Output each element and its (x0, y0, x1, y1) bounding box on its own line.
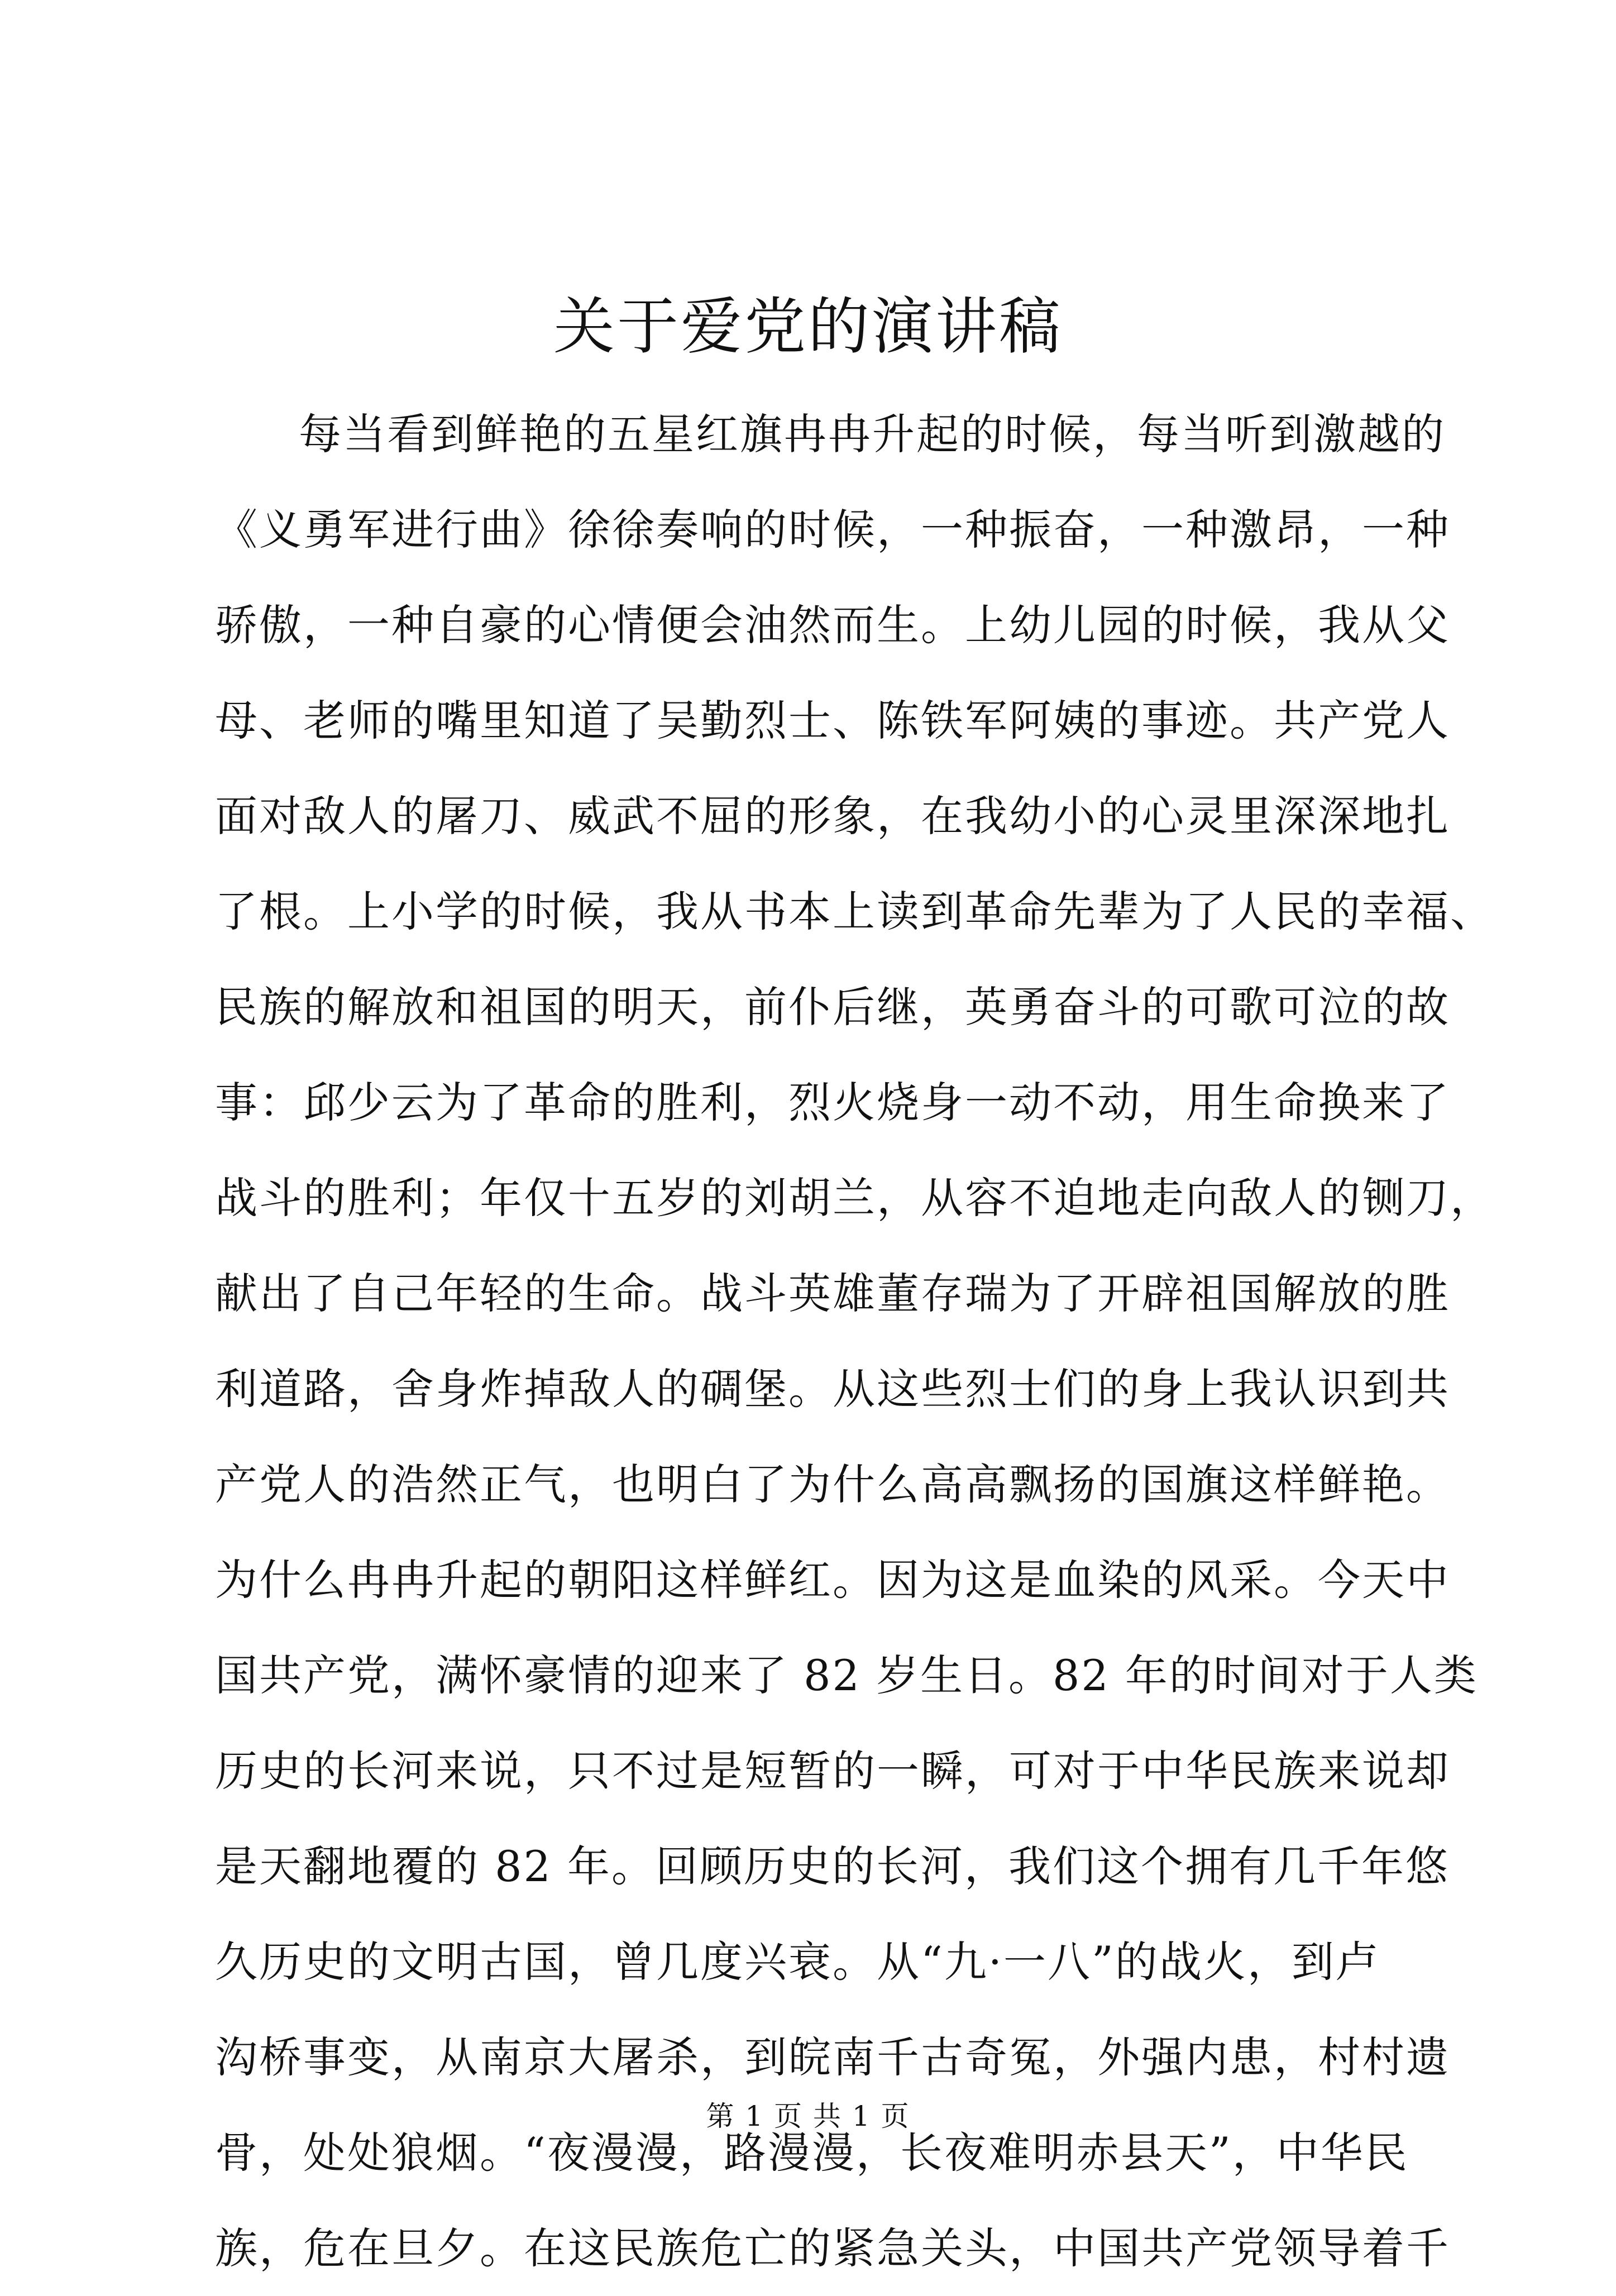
paragraph-line: 每当看到鲜艳的五星红旗冉冉升起的时候，每当听到激越的 (299, 409, 1446, 459)
paragraph-line: 骄傲，一种自豪的心情便会油然而生。上幼儿园的时候，我从父 (215, 600, 1450, 650)
paragraph-line: 为什么冉冉升起的朝阳这样鲜红。因为这是血染的风采。今天中 (215, 1555, 1450, 1605)
paragraph-line: 事：邱少云为了革命的胜利，烈火烧身一动不动，用生命换来了 (215, 1078, 1450, 1127)
paragraph-line: 久历史的文明古国，曾几度兴衰。从“九·一八”的战火，到卢 (215, 1937, 1380, 1987)
paragraph-line: 民族的解放和祖国的明天，前仆后继，英勇奋斗的可歌可泣的故 (215, 982, 1450, 1032)
paragraph-line: 是天翻地覆的 82 年。回顾历史的长河，我们这个拥有几千年悠 (215, 1841, 1450, 1891)
document-body (215, 386, 1494, 2296)
paragraph-line: 骨，处处狼烟。“夜漫漫，路漫漫，长夜难明赤县天”，中华民 (215, 2128, 1409, 2178)
paragraph-line: 沟桥事变，从南京大屠杀，到皖南千古奇冤，外强内患，村村遗 (215, 2032, 1450, 2082)
paragraph-line: 《义勇军进行曲》徐徐奏响的时候，一种振奋，一种激昂，一种 (215, 505, 1450, 554)
paragraph-line: 历史的长河来说，只不过是短暂的一瞬，可对于中华民族来说却 (215, 1746, 1450, 1796)
paragraph-line: 母、老师的嘴里知道了吴勤烈士、陈铁军阿姨的事迹。共产党人 (215, 696, 1450, 745)
paragraph-line: 国共产党，满怀豪情的迎来了 82 岁生日。82 年的时间对于人类 (215, 1651, 1478, 1700)
paragraph-line: 献出了自己年轻的生命。战斗英雄董存瑞为了开辟祖国解放的胜 (215, 1269, 1450, 1318)
page-footer: 第 1 页 共 1 页 (706, 2100, 910, 2132)
paragraph-line: 面对敌人的屠刀、威武不屈的形象，在我幼小的心灵里深深地扎 (215, 791, 1450, 841)
paragraph-line: 战斗的胜利；年仅十五岁的刘胡兰，从容不迫地走向敌人的铡刀， (215, 1173, 1494, 1223)
paragraph-line: 了根。上小学的时候，我从书本上读到革命先辈为了人民的幸福、 (215, 887, 1494, 936)
paragraph-line: 利道路，舍身炸掉敌人的碉堡。从这些烈士们的身上我认识到共 (215, 1364, 1450, 1414)
document-title: 关于爱党的演讲稿 (553, 291, 1063, 362)
paragraph-line: 族，危在旦夕。在这民族危亡的紧急关头，中国共产党领导着千 (215, 2223, 1450, 2273)
paragraph-line: 产党人的浩然正气，也明白了为什么高高飘扬的国旗这样鲜艳。 (215, 1460, 1450, 1509)
